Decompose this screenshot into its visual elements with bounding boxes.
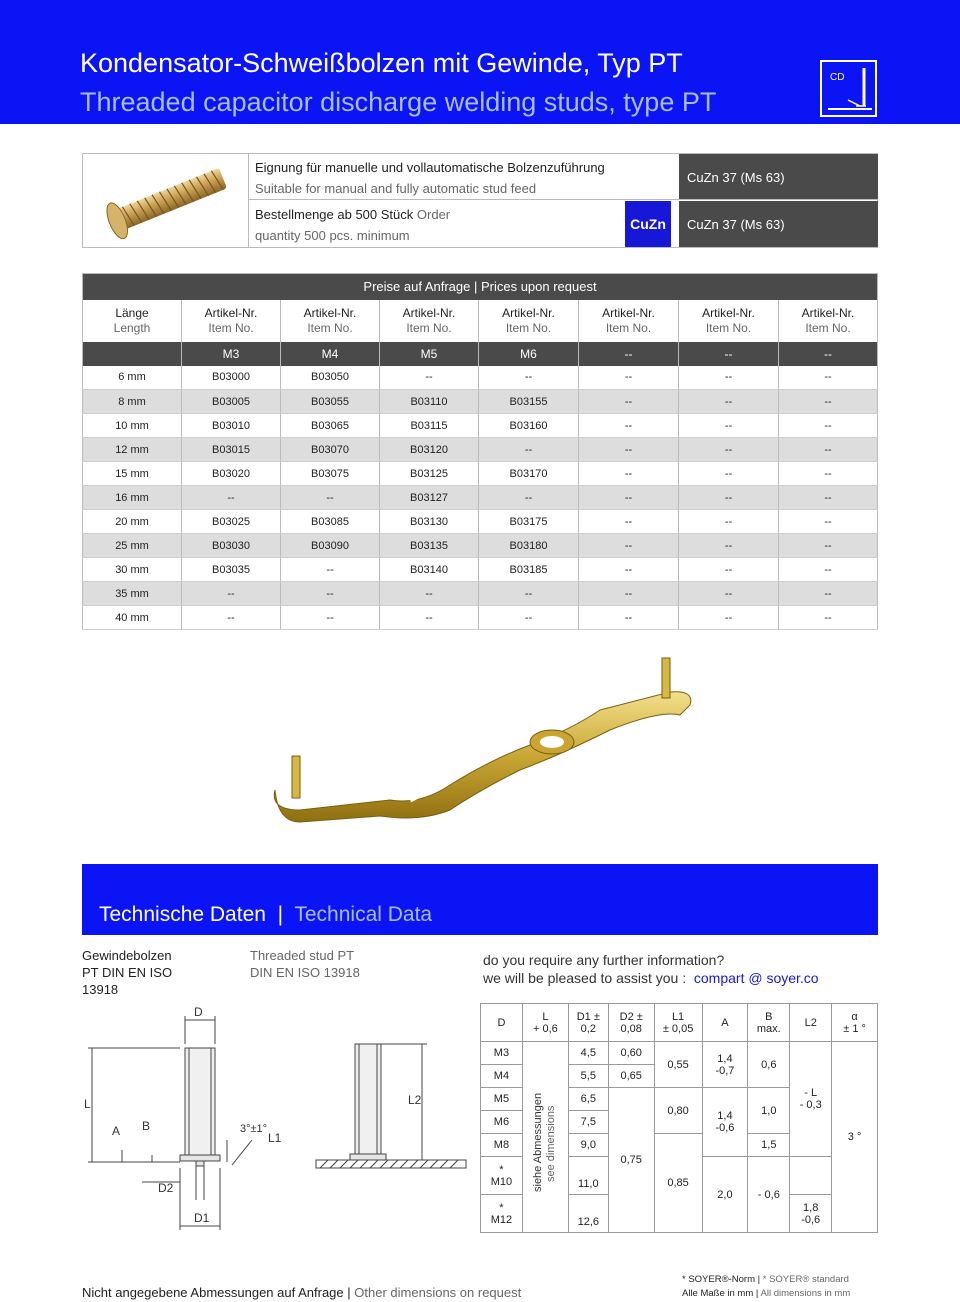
contact-hint bbox=[483, 951, 819, 987]
footer-note-de: Nicht angegebene Abmessungen auf Anfrage bbox=[82, 1285, 344, 1300]
dims-row-m3 bbox=[481, 1042, 878, 1065]
prices-caption: Preise auf Anfrage | Prices upon request bbox=[83, 274, 878, 300]
thread-size: M6 bbox=[479, 342, 579, 366]
d1-m4: 5,5 bbox=[568, 1065, 608, 1088]
stud-type-german bbox=[82, 947, 242, 998]
item-number-cell: -- bbox=[281, 606, 380, 630]
tech-title-german: Technische Daten bbox=[99, 903, 266, 926]
item-number-cell: -- bbox=[579, 534, 679, 558]
item-number-cell: B03120 bbox=[380, 438, 479, 462]
product-info-box bbox=[82, 153, 878, 248]
b-m8: 1,5 bbox=[748, 1134, 790, 1157]
stud-en-line1: Threaded stud PT bbox=[250, 948, 355, 963]
item-number-cell: B03055 bbox=[281, 390, 380, 414]
item-number-cell: -- bbox=[579, 414, 679, 438]
item-number-cell: -- bbox=[679, 486, 779, 510]
item-number-cell: -- bbox=[380, 366, 479, 390]
length-cell: 30 mm bbox=[83, 558, 182, 582]
item-number-cell: B03127 bbox=[380, 486, 479, 510]
item-number-cell: -- bbox=[779, 462, 878, 486]
material-cell-2: CuZn 37 (Ms 63) bbox=[679, 201, 878, 247]
dims-head-alpha: α ± 1 ° bbox=[832, 1004, 878, 1042]
length-cell: 8 mm bbox=[83, 390, 182, 414]
table-row bbox=[83, 438, 878, 462]
norm-en: * SOYER® standard bbox=[762, 1274, 849, 1285]
item-number-cell: B03035 bbox=[182, 558, 281, 582]
table-header-row bbox=[83, 300, 878, 342]
dim-label-a: A bbox=[112, 1124, 121, 1138]
contact-email-link[interactable]: compart @ soyer.co bbox=[693, 970, 819, 986]
item-number-cell: B03185 bbox=[479, 558, 579, 582]
thread-size: M4 bbox=[281, 342, 380, 366]
item-number-cell: -- bbox=[579, 486, 679, 510]
l1-m8-m12: 0,85 bbox=[654, 1134, 702, 1233]
table-row bbox=[83, 462, 878, 486]
item-number-cell: B03065 bbox=[281, 414, 380, 438]
thread-size-row bbox=[83, 342, 878, 366]
technical-data-banner bbox=[82, 864, 878, 935]
d1-m3: 4,5 bbox=[568, 1042, 608, 1065]
dims-head-l2: L2 bbox=[790, 1004, 832, 1042]
header-item-no: Artikel-Nr. Item No. bbox=[281, 300, 380, 342]
dim-label-d2: D2 bbox=[158, 1181, 174, 1195]
item-number-cell: -- bbox=[779, 438, 878, 462]
stud-en-line2: DIN EN ISO 13918 bbox=[250, 965, 360, 980]
footer-legend bbox=[682, 1273, 850, 1301]
dims-head-l: L + 0,6 bbox=[522, 1004, 568, 1042]
item-number-cell: -- bbox=[779, 558, 878, 582]
stud-type-english bbox=[250, 947, 360, 981]
dimension-table bbox=[480, 1003, 878, 1233]
item-number-cell: -- bbox=[679, 438, 779, 462]
item-number-cell: B03130 bbox=[380, 510, 479, 534]
dims-head-l1: L1 ± 0,05 bbox=[654, 1004, 702, 1042]
thread-size: M3 bbox=[182, 342, 281, 366]
title-german: Kondensator-Schweißbolzen mit Gewinde, Typ PT bbox=[80, 48, 683, 78]
item-number-cell: -- bbox=[779, 366, 878, 390]
d2-m3: 0,60 bbox=[608, 1042, 654, 1065]
d1-m10: 11,0 bbox=[568, 1157, 608, 1195]
item-number-cell: -- bbox=[182, 486, 281, 510]
item-number-cell: -- bbox=[679, 558, 779, 582]
stud-photo bbox=[83, 154, 249, 247]
item-number-cell: -- bbox=[679, 534, 779, 558]
l2-m3-m8: - L - 0,3 bbox=[790, 1042, 832, 1157]
item-number-cell: B03000 bbox=[182, 366, 281, 390]
dim-label-l: L bbox=[84, 1097, 91, 1111]
help-line1: do you require any further information? bbox=[483, 952, 725, 968]
feed-info bbox=[249, 154, 679, 200]
item-number-cell: -- bbox=[479, 438, 579, 462]
footer-note bbox=[82, 1285, 521, 1300]
d1-m8: 9,0 bbox=[568, 1134, 608, 1157]
see-dimensions-de: siehe Abmessungen bbox=[532, 1092, 545, 1192]
material-tag: CuZn bbox=[625, 201, 671, 247]
item-number-cell: -- bbox=[779, 510, 878, 534]
norm-de: * SOYER®-Norm bbox=[682, 1274, 755, 1285]
item-number-cell: B03175 bbox=[479, 510, 579, 534]
length-cell: 16 mm bbox=[83, 486, 182, 510]
d1-m12: 12,6 bbox=[568, 1195, 608, 1233]
size-m3: M3 bbox=[481, 1042, 523, 1065]
item-number-cell: -- bbox=[281, 486, 380, 510]
table-row bbox=[83, 390, 878, 414]
item-number-cell: -- bbox=[182, 606, 281, 630]
dim-label-l2: L2 bbox=[408, 1093, 422, 1107]
page-header bbox=[0, 0, 960, 124]
item-number-cell: -- bbox=[679, 510, 779, 534]
thread-size: -- bbox=[679, 342, 779, 366]
units-sep: | bbox=[755, 1288, 759, 1299]
item-number-cell: -- bbox=[679, 582, 779, 606]
thread-row-blank bbox=[83, 342, 182, 366]
stud-de-line2: PT DIN EN ISO bbox=[82, 965, 173, 980]
d1-m5: 6,5 bbox=[568, 1088, 608, 1111]
l1-m5-m6: 0,80 bbox=[654, 1088, 702, 1134]
a-m5-m10: 1,4 -0,6 bbox=[702, 1088, 748, 1157]
stud-de-line1: Gewindebolzen bbox=[82, 948, 172, 963]
item-number-cell: -- bbox=[579, 366, 679, 390]
item-number-cell: B03140 bbox=[380, 558, 479, 582]
order-info bbox=[249, 201, 625, 247]
length-cell: 20 mm bbox=[83, 510, 182, 534]
item-number-cell: -- bbox=[579, 582, 679, 606]
item-number-cell: B03135 bbox=[380, 534, 479, 558]
item-number-cell: -- bbox=[579, 510, 679, 534]
dims-head-d2: D2 ± 0,08 bbox=[608, 1004, 654, 1042]
header-item-no: Artikel-Nr. Item No. bbox=[182, 300, 281, 342]
item-number-cell: B03025 bbox=[182, 510, 281, 534]
item-number-cell: -- bbox=[779, 414, 878, 438]
item-number-cell: B03110 bbox=[380, 390, 479, 414]
item-number-cell: -- bbox=[281, 558, 380, 582]
units-en: All dimensions in mm bbox=[760, 1288, 851, 1299]
item-number-cell: B03030 bbox=[182, 534, 281, 558]
item-number-cell: B03155 bbox=[479, 390, 579, 414]
length-cell: 6 mm bbox=[83, 366, 182, 390]
l1-m3-m4: 0,55 bbox=[654, 1042, 702, 1088]
item-number-cell: -- bbox=[380, 606, 479, 630]
thread-size: -- bbox=[579, 342, 679, 366]
footer-sep: | bbox=[347, 1285, 351, 1300]
b-m5-m6: 1,0 bbox=[748, 1088, 790, 1134]
length-cell: 40 mm bbox=[83, 606, 182, 630]
table-row bbox=[83, 534, 878, 558]
item-number-cell: -- bbox=[479, 486, 579, 510]
item-number-cell: B03075 bbox=[281, 462, 380, 486]
item-number-cell: B03020 bbox=[182, 462, 281, 486]
tech-title-separator: | bbox=[277, 903, 284, 926]
length-cell: 12 mm bbox=[83, 438, 182, 462]
header-item-no: Artikel-Nr. Item No. bbox=[380, 300, 479, 342]
item-number-cell: B03015 bbox=[182, 438, 281, 462]
feed-english: Suitable for manual and fully automatic stud feed bbox=[255, 181, 537, 196]
article-table bbox=[82, 273, 878, 630]
item-number-cell: -- bbox=[579, 390, 679, 414]
item-number-cell: -- bbox=[281, 582, 380, 606]
item-number-cell: -- bbox=[579, 606, 679, 630]
item-number-cell: -- bbox=[380, 582, 479, 606]
b-m10-m12: 2,0 bbox=[702, 1157, 748, 1233]
d2-m4: 0,65 bbox=[608, 1065, 654, 1088]
tech-title-english: Technical Data bbox=[294, 903, 433, 926]
size-m4: M4 bbox=[481, 1065, 523, 1088]
thread-size: M5 bbox=[380, 342, 479, 366]
dims-head-d1: D1 ± 0,2 bbox=[568, 1004, 608, 1042]
item-number-cell: -- bbox=[679, 366, 779, 390]
table-row bbox=[83, 510, 878, 534]
dim-label-l1: L1 bbox=[268, 1131, 282, 1145]
item-number-cell: -- bbox=[579, 438, 679, 462]
item-number-cell: B03090 bbox=[281, 534, 380, 558]
item-number-cell: -- bbox=[679, 414, 779, 438]
size-m10: * M10 bbox=[481, 1157, 523, 1195]
material-cell-1: CuZn 37 (Ms 63) bbox=[679, 154, 878, 200]
item-number-cell: -- bbox=[479, 606, 579, 630]
size-m8: M8 bbox=[481, 1134, 523, 1157]
table-row bbox=[83, 366, 878, 390]
table-row bbox=[83, 486, 878, 510]
item-number-cell: -- bbox=[479, 366, 579, 390]
item-number-cell: -- bbox=[579, 462, 679, 486]
item-number-cell: -- bbox=[779, 534, 878, 558]
stud-de-line3: 13918 bbox=[82, 982, 119, 997]
alpha-all: 3 ° bbox=[832, 1042, 878, 1233]
application-photo bbox=[260, 650, 710, 830]
help-line2: we will be pleased to assist you : bbox=[483, 970, 687, 986]
header-item-no: Artikel-Nr. Item No. bbox=[679, 300, 779, 342]
length-cell: 35 mm bbox=[83, 582, 182, 606]
item-number-cell: -- bbox=[479, 582, 579, 606]
header-item-no: Artikel-Nr. Item No. bbox=[779, 300, 878, 342]
size-m12: * M12 bbox=[481, 1195, 523, 1233]
item-number-cell: -- bbox=[182, 582, 281, 606]
feed-german: Eignung für manuelle und vollautomatische Bolzenzuführung bbox=[255, 160, 605, 175]
item-number-cell: B03070 bbox=[281, 438, 380, 462]
order-german: Bestellmenge ab 500 Stück bbox=[255, 207, 414, 222]
item-number-cell: -- bbox=[779, 606, 878, 630]
cd-welding-icon bbox=[820, 60, 877, 117]
item-number-cell: -- bbox=[579, 558, 679, 582]
footer-note-en: Other dimensions on request bbox=[354, 1285, 522, 1300]
size-m6: M6 bbox=[481, 1111, 523, 1134]
table-row bbox=[83, 414, 878, 438]
item-number-cell: B03115 bbox=[380, 414, 479, 438]
dim-label-angle: 3°±1° bbox=[240, 1123, 268, 1135]
welding-gun-icon bbox=[822, 62, 879, 119]
see-dimensions-cell bbox=[522, 1042, 568, 1233]
item-number-cell: B03160 bbox=[479, 414, 579, 438]
item-number-cell: B03180 bbox=[479, 534, 579, 558]
dims-head-d: D bbox=[481, 1004, 523, 1042]
item-number-cell: -- bbox=[779, 582, 878, 606]
units-de: Alle Maße in mm bbox=[682, 1288, 754, 1299]
dim-label-d1: D1 bbox=[194, 1211, 210, 1225]
order-english-b: quantity 500 pcs. minimum bbox=[255, 228, 410, 243]
header-item-no: Artikel-Nr. Item No. bbox=[579, 300, 679, 342]
title-english: Threaded capacitor discharge welding studs, type PT bbox=[80, 87, 717, 117]
item-number-cell: -- bbox=[779, 486, 878, 510]
item-number-cell: B03050 bbox=[281, 366, 380, 390]
order-english-a: Order bbox=[416, 207, 451, 222]
item-number-cell: B03010 bbox=[182, 414, 281, 438]
item-number-cell: B03005 bbox=[182, 390, 281, 414]
item-number-cell: -- bbox=[679, 390, 779, 414]
length-cell: 15 mm bbox=[83, 462, 182, 486]
dims-head-b: B max. bbox=[748, 1004, 790, 1042]
item-number-cell: B03125 bbox=[380, 462, 479, 486]
table-row bbox=[83, 606, 878, 630]
norm-sep: | bbox=[757, 1274, 761, 1285]
header-item-no: Artikel-Nr. Item No. bbox=[479, 300, 579, 342]
d2-m5-m12: 0,75 bbox=[608, 1088, 654, 1233]
item-number-cell: B03170 bbox=[479, 462, 579, 486]
technical-drawing bbox=[82, 1000, 467, 1235]
a-m3-m4: 1,4 -0,7 bbox=[702, 1042, 748, 1088]
item-number-cell: -- bbox=[779, 390, 878, 414]
cd-badge-label: CD bbox=[830, 72, 845, 83]
dims-header-row bbox=[481, 1004, 878, 1042]
see-dimensions-en: see dimensions bbox=[545, 1105, 558, 1182]
dim-label-b: B bbox=[142, 1119, 151, 1133]
a-m12: 1,8 -0,6 bbox=[790, 1195, 832, 1233]
d1-m6: 7,5 bbox=[568, 1111, 608, 1134]
l2-m10-m12: - 0,6 bbox=[748, 1157, 790, 1233]
dim-label-d: D bbox=[194, 1005, 203, 1019]
thread-size: -- bbox=[779, 342, 878, 366]
length-cell: 10 mm bbox=[83, 414, 182, 438]
item-number-cell: -- bbox=[679, 606, 779, 630]
b-m3-m4: 0,6 bbox=[748, 1042, 790, 1088]
item-number-cell: B03085 bbox=[281, 510, 380, 534]
table-row bbox=[83, 558, 878, 582]
length-cell: 25 mm bbox=[83, 534, 182, 558]
table-row bbox=[83, 582, 878, 606]
size-m5: M5 bbox=[481, 1088, 523, 1111]
dims-head-a: A bbox=[702, 1004, 748, 1042]
header-length: Länge Length bbox=[83, 300, 182, 342]
item-number-cell: -- bbox=[679, 462, 779, 486]
